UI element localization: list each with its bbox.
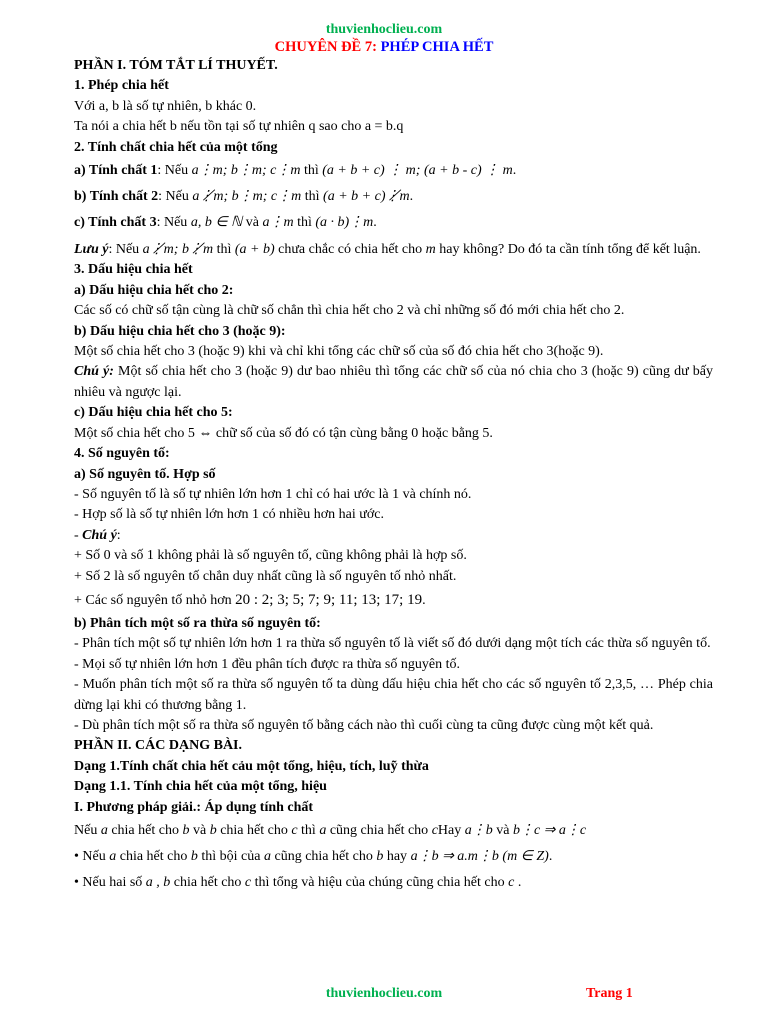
var-a: a — [319, 823, 327, 838]
property-3-condition-2: a⋮m — [262, 215, 294, 231]
property-1-condition: a⋮m; b⋮m; c⋮m — [191, 163, 301, 179]
var-b: b — [182, 823, 190, 838]
section4a-line2: - Hợp số là số tự nhiên lớn hơn 1 có nhiều hơn hai ước. — [74, 507, 384, 523]
var-c: c — [291, 823, 298, 838]
rule-1-text-4: chia hết cho — [216, 823, 292, 838]
var-c: c — [244, 875, 252, 890]
section4-heading: 4. Số nguyên tố: — [74, 446, 170, 462]
section1-line1: Với a, b là số tự nhiên, b khác 0. — [74, 98, 257, 114]
rule-3-text-2: chia hết cho — [170, 875, 245, 890]
section1-line2: Ta nói a chia hết b nếu tồn tại số tự nhiên q sao cho a = b.q — [74, 119, 404, 135]
rule-2-end: . — [548, 849, 553, 864]
property-3-result: (a · b)⋮m — [315, 215, 374, 231]
property-2-result: (a + b + c)⋮̸m — [323, 189, 410, 205]
rule-3-end: . — [514, 875, 522, 890]
rule-1-formula-1: a⋮b — [464, 823, 493, 838]
section4-note-3-text: + Các số nguyên tố nhỏ hơn — [74, 592, 236, 608]
part2-heading: PHẦN II. CÁC DẠNG BÀI. — [74, 738, 243, 754]
note-label: Lưu ý — [74, 242, 109, 258]
section3b-note-text: Một số chia hết cho 3 (hoặc 9) dư bao nhiêu thì tổng các chữ số của nó chia cho 3 (hoặc 9) cũng dư bấy nhiêu và ngược lại. — [74, 364, 713, 400]
section4-note-colon: : — [116, 527, 121, 543]
chapter-title-topic: PHÉP CHIA HẾT — [380, 39, 494, 55]
rule-2-text-1: • Nếu — [74, 849, 110, 864]
rule-2-text-5: hay — [383, 849, 411, 864]
property-1-text: : Nếu — [157, 163, 192, 179]
rule-3 — [74, 870, 713, 896]
property-2-label: b) Tính chất 2 — [74, 189, 159, 205]
property-1-label: a) Tính chất 1 — [74, 163, 158, 179]
rule-1-text-6: cũng chia hết cho — [326, 823, 432, 838]
property-2-condition: a⋮̸m; b⋮m; c⋮m — [192, 189, 302, 205]
section3c-text-1: Một số chia hết cho 5 — [74, 425, 199, 441]
property-2-then: thì — [301, 189, 324, 205]
property-1-result: (a + b + c) ⋮ m; (a + b - c) ⋮ m — [322, 163, 513, 179]
section3b-heading: b) Dấu hiệu chia hết cho 3 (hoặc 9): — [74, 323, 286, 339]
note-paragraph — [74, 240, 713, 260]
property-2-text: : Nếu — [158, 189, 193, 205]
rule-1-text-1: Nếu — [74, 823, 101, 838]
section4-note-1: + Số 0 và số 1 không phải là số nguyên tố, cũng không phải là hợp số. — [74, 548, 467, 564]
var-b: b — [376, 849, 384, 864]
var-a: a — [100, 823, 108, 838]
section4b-line4: - Dù phân tích một số ra thừa số nguyên tố bằng cách nào thì cuối cùng ta cũng được cùng một kết quả. — [74, 717, 654, 733]
section4-note-3-end: . — [422, 592, 426, 608]
note-condition: a⋮̸m; b⋮̸m — [142, 242, 214, 258]
var-b: b — [190, 849, 198, 864]
section3c-text — [74, 424, 713, 444]
section2-heading: 2. Tính chất chia hết của một tổng — [74, 139, 278, 155]
section4a-heading: a) Số nguyên tố. Hợp số — [74, 466, 216, 482]
rule-2-text-2: chia hết cho — [116, 849, 191, 864]
section3a-text: Các số có chữ số tận cùng là chữ số chẳn thì chia hết cho 2 và chỉ những số đó mới chia hết cho 2. — [74, 303, 625, 319]
method-heading: I. Phương pháp giải.: Áp dụng tính chất — [74, 799, 314, 815]
section4b-line1: - Phân tích một số tự nhiên lớn hơn 1 ra thừa số nguyên tố là viết số đó dưới dạng một tích các thừa số nguyên tố. — [74, 636, 711, 652]
section3b-note — [74, 362, 713, 403]
rule-1 — [74, 818, 713, 844]
var-c: c — [431, 823, 438, 838]
property-2: b) Tính chất 2: Nếu a⋮̸m; b⋮m; c⋮m thì (a + b + c)⋮̸m. — [74, 189, 414, 205]
var-a: a — [109, 849, 117, 864]
rule-2-formula: a⋮b ⇒ a.m⋮b (m ∈ Z) — [410, 849, 549, 864]
rule-2-text-4: cũng chia hết cho — [270, 849, 377, 864]
chapter-title-prefix: CHUYÊN ĐỀ 7: — [274, 39, 381, 55]
section4-note-heading — [74, 526, 713, 546]
rule-2 — [74, 844, 713, 870]
equivalence-symbol: ⇔ — [198, 425, 213, 441]
section4a-line1: - Số nguyên tố là số tự nhiên lớn hơn 1 chỉ có hai ước là 1 và chính nó. — [74, 486, 472, 502]
var-a-b: a , b — [145, 875, 171, 890]
property-3: c) Tính chất 3: Nếu a, b ∈ ℕ và a⋮m thì (a · b)⋮m. — [74, 215, 377, 231]
rule-1-formula-2: b⋮c ⇒ a⋮c — [512, 823, 587, 838]
section4b-heading: b) Phân tích một số ra thừa số nguyên tố: — [74, 615, 321, 631]
note-text-2: thì — [213, 242, 235, 258]
section4b-line2: - Mọi số tự nhiên lớn hơn 1 đều phân tích được ra thừa số nguyên tố. — [74, 656, 460, 672]
section3b-note-label: Chú ý: — [74, 364, 114, 380]
rule-2-text-3: thì bội của — [197, 849, 264, 864]
var-a: a — [263, 849, 271, 864]
var-c: c — [508, 875, 515, 890]
property-3-label: c) Tính chất 3 — [74, 215, 157, 231]
footer-site-name: thuvienhoclieu.com — [325, 986, 443, 1001]
rule-3-text-3: thì tổng và hiệu của chúng cũng chia hết cho — [251, 875, 509, 890]
section3b-text: Một số chia hết cho 3 (hoặc 9) khi và chỉ khi tổng các chữ số của số đó chia hết cho 3(hoặc 9). — [74, 344, 604, 360]
rule-1-text-5: thì — [297, 823, 320, 838]
rule-1-text-2: chia hết cho — [107, 823, 183, 838]
header-site-name: thuvienhoclieu.com — [325, 22, 443, 37]
part1-heading: PHẦN I. TÓM TẮT LÍ THUYẾT. — [74, 58, 278, 73]
section3a-heading: a) Dấu hiệu chia hết cho 2: — [74, 282, 234, 298]
property-3-and: và — [242, 215, 263, 231]
section4-note-prefix: - — [74, 527, 83, 543]
var-b: b — [209, 823, 217, 838]
page-number: Trang 1 — [586, 986, 633, 1001]
note-expression: (a + b) — [234, 242, 275, 258]
rule-1-text-7: Hay — [437, 823, 465, 838]
note-text-4: hay không? Do đó ta cần tính tổng để kết luận. — [435, 242, 701, 258]
property-1: a) Tính chất 1: Nếu a⋮m; b⋮m; c⋮m thì (a + b + c) ⋮ m; (a + b - c) ⋮ m. — [74, 163, 517, 179]
property-1-then: thì — [300, 163, 323, 179]
note-text-1: : Nếu — [108, 242, 143, 258]
type1-heading: Dạng 1.Tính chất chia hết cảu một tổng, hiệu, tích, luỹ thừa — [74, 758, 429, 774]
rule-1-text-8: và — [492, 823, 513, 838]
rule-1-text-3: và — [189, 823, 210, 838]
section4-note-label: Chú ý — [82, 527, 117, 543]
section3c-heading: c) Dấu hiệu chia hết cho 5: — [74, 405, 233, 421]
property-3-text: : Nếu — [156, 215, 191, 231]
section3-heading: 3. Dấu hiệu chia hết — [74, 262, 193, 278]
section4b-line3: - Muốn phân tích một số ra thừa số nguyên tố ta dùng dấu hiệu chia hết cho các số nguyên tố 2,3,5, … Phép chia dừng lại khi có thương bằng 1. — [74, 677, 713, 713]
type1-1-heading: Dạng 1.1. Tính chia hết của một tổng, hiệu — [74, 779, 327, 795]
section4-note-3 — [74, 587, 713, 614]
section3c-text-2: chữ số của số đó có tận cùng bằng 0 hoặc bằng 5. — [212, 425, 493, 441]
section4-note-2: + Số 2 là số nguyên tố chẳn duy nhất cũng là số nguyên tố nhỏ nhất. — [74, 568, 457, 584]
note-text-3: chưa chắc có chia hết cho — [274, 242, 426, 258]
chapter-title — [0, 39, 768, 56]
section1-heading: 1. Phép chia hết — [74, 78, 169, 94]
primes-list: 20 : 2; 3; 5; 7; 9; 11; 13; 17; 19 — [235, 591, 423, 608]
property-3-then: thì — [293, 215, 316, 231]
property-3-condition-1: a, b ∈ ℕ — [190, 215, 243, 231]
rule-3-text-1: • Nếu hai số — [74, 875, 146, 890]
note-m: m — [425, 242, 436, 258]
document-body — [74, 56, 713, 896]
